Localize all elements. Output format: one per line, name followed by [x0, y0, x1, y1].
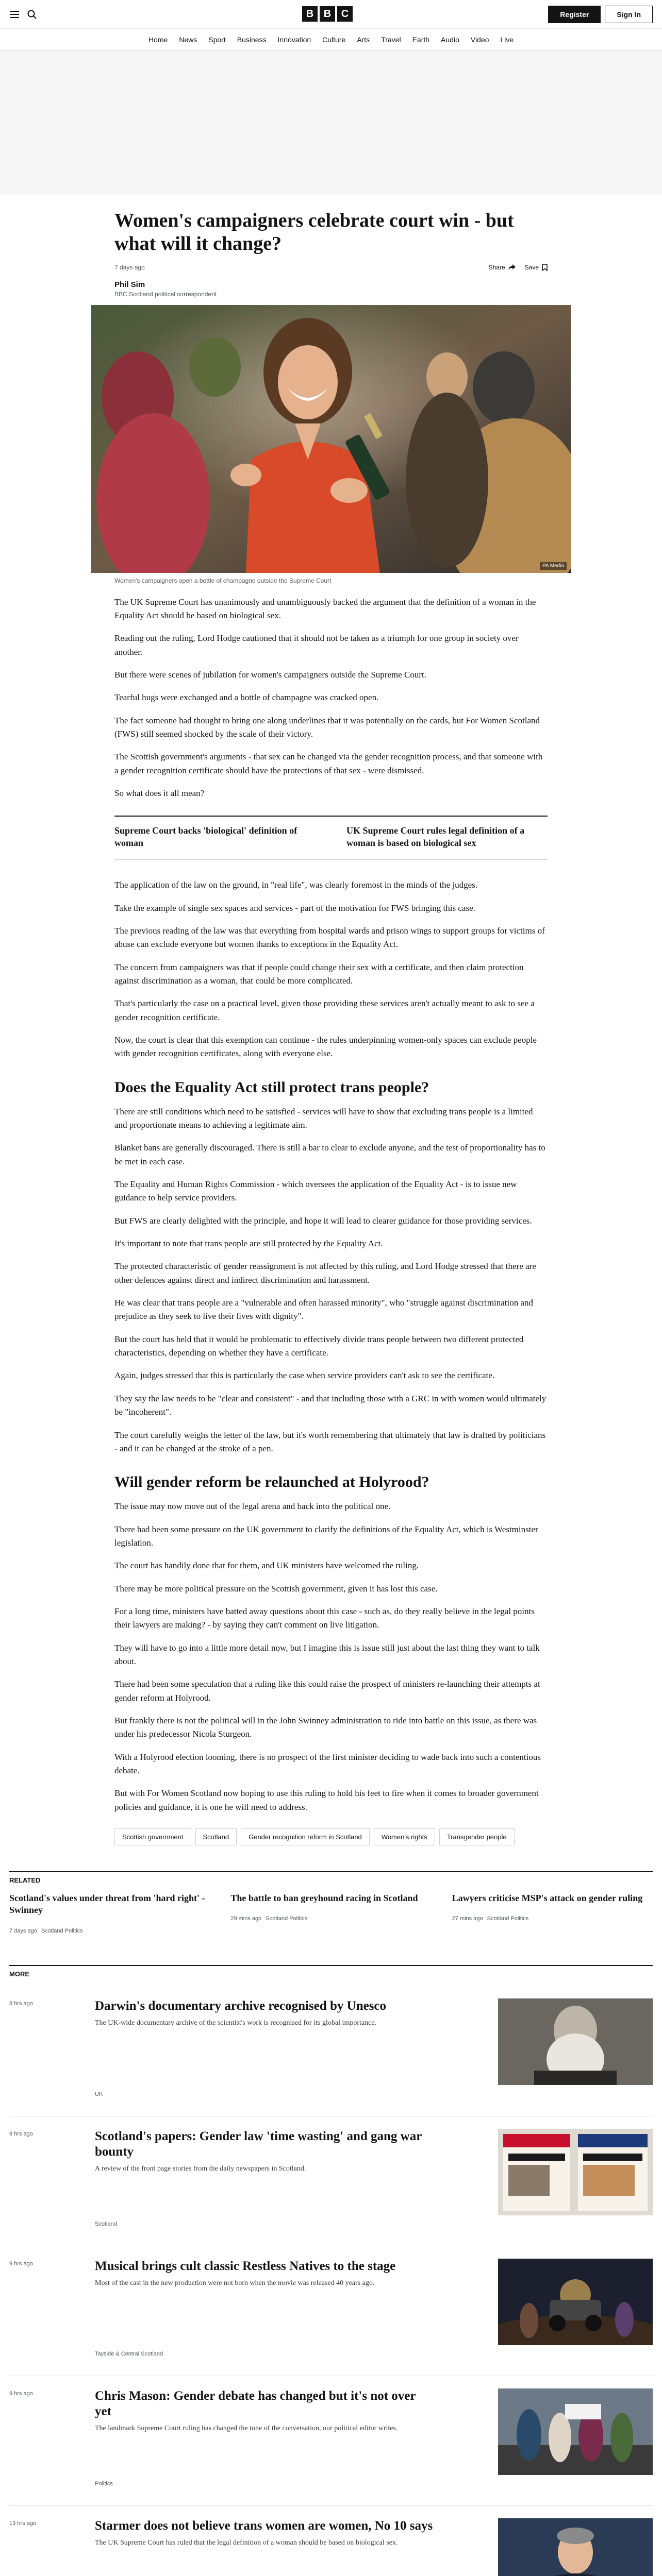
related-card-category: Scotland Politics	[266, 1916, 307, 1922]
story-time: 9 hrs ago	[9, 2260, 33, 2267]
search-icon[interactable]	[27, 9, 37, 20]
share-button[interactable]	[489, 264, 516, 271]
article-paragraph: They say the law needs to be "clear and consistent" - and that including those with a GRC in with women would ultimately be "incoherent".	[114, 1393, 547, 1417]
story-description: A review of the front page stories from the daily newspapers in Scotland.	[95, 2164, 306, 2173]
related-card-category: Scotland Politics	[41, 1927, 83, 1934]
story-image-newspapers	[498, 2129, 653, 2215]
article-paragraph: The protected characteristic of gender reassignment is not affected by this ruling, and Lord Hodge stressed that there are other defences against direct and indirect discrimination and harassment.	[114, 1261, 536, 1285]
article-paragraph: There are still conditions which need to be satisfied - services will have to show that excluding trans people is a limited and proportionate means to achieving a legitimate aim.	[114, 1106, 533, 1130]
logo-letter-c: C	[337, 6, 353, 22]
signin-button[interactable]: Sign In	[605, 6, 653, 23]
article-paragraph: There may be more political pressure on the Scottish government, given it has lost this case.	[114, 1583, 438, 1594]
share-icon	[508, 264, 516, 270]
related-card-time: 27 mins ago	[452, 1916, 483, 1922]
story-description: The UK Supreme Court has ruled that the legal definition of a woman should be based on biological sex.	[95, 2538, 398, 2547]
inline-related-links	[114, 816, 548, 860]
related-card-title: Scotland's values under threat from 'hard right' - Swinney	[9, 1893, 205, 1916]
related-title: RELATED	[9, 1871, 653, 1884]
article-paragraph: For a long time, ministers have batted away questions about this case - such as, do they really believe in the legal points their lawyers are making? - by saying they can't comment on live litigation.	[114, 1606, 535, 1630]
related-card[interactable]	[9, 1892, 210, 1934]
story-title: Chris Mason: Gender debate has changed but it's not over yet	[95, 2388, 416, 2418]
nav-home[interactable]: Home	[148, 35, 168, 44]
story-image-musical	[498, 2259, 653, 2345]
hero-image	[91, 305, 571, 573]
article-timestamp: 7 days ago	[114, 263, 145, 271]
article-paragraph: Now, the court is clear that this exemption can continue - the rules underpinning women-only spaces can exclude people with gender recognition certificates, along with everyone else.	[114, 1035, 537, 1059]
story-category: Scotland	[95, 2221, 117, 2227]
article-headline: Women's campaigners celebrate court win - but what will it change?	[114, 210, 514, 255]
article-paragraph: So what does it all mean?	[114, 788, 205, 799]
story-description: The landmark Supreme Court ruling has changed the tone of the conversation, our political editor writes.	[95, 2424, 398, 2432]
article-paragraph: The issue may now move out of the legal arena and back into the political one.	[114, 1501, 391, 1512]
article-paragraph: There had been some pressure on the UK government to clarify the definitions of the Equality Act, which is Westminster legislation.	[114, 1524, 538, 1548]
nav-earth[interactable]: Earth	[412, 35, 430, 44]
nav-video[interactable]: Video	[470, 35, 489, 44]
more-story-card[interactable]	[9, 2116, 653, 2246]
article-paragraph: The Equality and Human Rights Commission - which oversees the application of the Equality Act - is to issue new guidance to help service providers.	[114, 1179, 517, 1203]
article-paragraph: But there were scenes of jubilation for women's campaigners outside the Supreme Court.	[114, 670, 426, 680]
article-paragraph: Reading out the ruling, Lord Hodge cautioned that it should not be taken as a triumph for one group in society over another.	[114, 633, 519, 657]
article-paragraph: The court has handily done that for them, and UK ministers have welcomed the ruling.	[114, 1561, 419, 1571]
article-paragraph: The fact someone had thought to bring one along underlines that it was potentially on the cards, but For Women Scotland (FWS) still seemed shocked by the scale of their victory.	[114, 715, 540, 739]
related-card-category: Scotland Politics	[487, 1916, 529, 1922]
article-paragraph: The UK Supreme Court has unanimously and unambiguously backed the argument that the definition of a woman in the Equality Act should be based on biological sex.	[114, 597, 536, 620]
article-paragraph: The concern from campaigners was that if people could change their sex with a certificate, and then claim protection against discrimination as a woman, that could be more complicated.	[114, 962, 524, 986]
save-button[interactable]	[525, 264, 548, 271]
article-paragraph: The application of the law on the ground, in "real life", was clearly foremost in the minds of the judges.	[114, 880, 478, 890]
nav-live[interactable]: Live	[500, 35, 514, 44]
header-right	[548, 6, 653, 23]
main-nav	[0, 29, 662, 50]
related-card-meta	[9, 1928, 210, 1934]
related-card-title: Lawyers criticise MSP's attack on gender ruling	[452, 1893, 643, 1904]
related-link-biological-definition[interactable]: Supreme Court backs 'biological' definition of woman	[114, 825, 297, 848]
article-paragraph: Blanket bans are generally discouraged. There is still a bar to clear to exclude anyone, and the test of proportionality has to be met in each case.	[114, 1143, 545, 1166]
author-name: Phil Sim	[114, 280, 145, 289]
article-paragraph: There had been some speculation that a ruling like this could raise the prospect of ministers re-launching their attempts at gender reform at Holyrood.	[114, 1679, 540, 1703]
story-time: 13 hrs ago	[9, 2520, 36, 2527]
related-card[interactable]	[452, 1892, 653, 1934]
story-image-darwin	[498, 1998, 653, 2085]
more-story-card[interactable]	[9, 2246, 653, 2376]
related-card[interactable]	[230, 1892, 431, 1934]
story-time: 9 hrs ago	[9, 2390, 33, 2397]
story-category: UK	[95, 2091, 103, 2097]
register-button[interactable]: Register	[548, 6, 601, 23]
more-title: MORE	[9, 1965, 653, 1978]
more-section	[0, 1965, 662, 2576]
tag-transgender-people[interactable]: Transgender people	[439, 1828, 515, 1845]
story-image-starmer	[498, 2518, 653, 2576]
story-body	[95, 2388, 456, 2487]
nav-culture[interactable]: Culture	[322, 35, 346, 44]
story-time: 8 hrs ago	[9, 2000, 33, 2007]
nav-audio[interactable]: Audio	[441, 35, 459, 44]
article-actions	[489, 264, 548, 271]
bookmark-icon	[542, 264, 548, 271]
advert-placeholder	[0, 50, 662, 195]
article-paragraph: The Scottish government's arguments - that sex can be changed via the gender recognition process, and that someone with a gender recognition certificate should have the protections of that sex - were dismissed.	[114, 752, 543, 775]
subheading: Will gender reform be relaunched at Holyrood?	[114, 1473, 429, 1491]
related-card-title: The battle to ban greyhound racing in Scotland	[230, 1893, 418, 1904]
champagne-celebration-image	[91, 305, 571, 573]
article	[114, 195, 564, 1845]
related-card-meta	[230, 1916, 431, 1922]
related-card-time: 29 mins ago	[230, 1916, 262, 1922]
article-paragraph: Again, judges stressed that this is particularly the case when service providers can't ask to see the certificate.	[114, 1370, 495, 1381]
article-paragraph: But FWS are clearly delighted with the principle, and hope it will lead to clearer guidance for those providing services.	[114, 1215, 532, 1226]
topic-tags	[114, 1828, 548, 1845]
story-time: 9 hrs ago	[9, 2130, 33, 2137]
article-paragraph: But the court has held that it would be problematic to effectively divide trans people between two different protected characteristics, depending on whether they have a certificate.	[114, 1334, 524, 1358]
nav-sport[interactable]: Sport	[208, 35, 226, 44]
save-label: Save	[524, 263, 539, 271]
related-card-time: 7 days ago	[9, 1927, 37, 1934]
site-header	[0, 0, 662, 29]
related-list	[9, 1892, 653, 1934]
menu-icon[interactable]	[9, 9, 20, 20]
nav-arts[interactable]: Arts	[357, 35, 370, 44]
story-title: Scotland's papers: Gender law 'time wasting' and gang war bounty	[95, 2129, 422, 2159]
article-paragraph: With a Holyrood election looming, there is no prospect of the first minister deciding to wade back into such a contentious debate.	[114, 1752, 541, 1775]
story-description: The UK-wide documentary archive of the scientist's work is recognised for its global importance.	[95, 2019, 377, 2027]
subheading: Does the Equality Act still protect trans people?	[114, 1078, 429, 1096]
tag-scotland[interactable]: Scotland	[195, 1828, 237, 1845]
more-story-card[interactable]	[9, 1986, 653, 2116]
article-paragraph: The court carefully weighs the letter of the law, but it's worth remembering that ultimately that law is drafted by politicians - and it can be changed at the stroke of a pen.	[114, 1430, 546, 1453]
article-paragraph: They will have to go into a little more detail now, but I imagine this is issue still just about the last thing they want to talk about.	[114, 1642, 540, 1666]
nav-innovation[interactable]: Innovation	[277, 35, 311, 44]
story-title: Darwin's documentary archive recognised by Unesco	[95, 1998, 387, 2013]
article-paragraph: But frankly there is not the political will in the John Swinney administration to ride into battle on this issue, as there was under his predecessor Nicola Sturgeon.	[114, 1715, 537, 1739]
story-body	[95, 2129, 456, 2227]
article-paragraph: It's important to note that trans people are still protected by the Equality Act.	[114, 1239, 383, 1249]
article-paragraph: That's particularly the case on a practical level, given those providing these services aren't actually meant to ask to see a gender recognition certificate.	[114, 998, 535, 1022]
story-body	[95, 1998, 456, 2097]
share-label: Share	[488, 263, 505, 271]
related-section	[0, 1871, 662, 1934]
more-story-card[interactable]	[9, 2376, 653, 2505]
story-body	[95, 2518, 456, 2576]
byline	[114, 280, 548, 298]
article-paragraph: He was clear that trans people are a "vulnerable and often harassed minority", who "struggle against discrimination and prejudice as they seek to live their lives with dignity".	[114, 1298, 533, 1321]
story-title: Starmer does not believe trans women are women, No 10 says	[95, 2518, 433, 2533]
article-paragraph: Take the example of single sex spaces and services - part of the motivation for FWS bringing this case.	[114, 903, 475, 913]
related-link-supreme-court-rules[interactable]: UK Supreme Court rules legal definition of a woman is based on biological sex	[346, 825, 525, 848]
bbc-logo[interactable]	[302, 6, 353, 22]
nav-business[interactable]: Business	[237, 35, 267, 44]
nav-news[interactable]: News	[179, 35, 197, 44]
author-role: BBC Scotland political correspondent	[114, 290, 217, 298]
more-story-card[interactable]	[9, 2505, 653, 2576]
story-body	[95, 2259, 456, 2357]
nav-travel[interactable]: Travel	[381, 35, 401, 44]
logo-letter-b2: B	[320, 6, 335, 22]
story-category: Tayside & Central Scotland	[95, 2350, 163, 2357]
story-image-protest	[498, 2388, 653, 2475]
tag-gender-recognition-reform[interactable]: Gender recognition reform in Scotland	[241, 1828, 370, 1845]
logo-letter-b1: B	[302, 6, 318, 22]
image-caption: Women's campaigners open a bottle of champagne outside the Supreme Court	[114, 577, 332, 584]
tag-scottish-government[interactable]: Scottish government	[114, 1828, 191, 1845]
article-paragraph: The previous reading of the law was that everything from hospital wards and prison wings to support groups for victims of abuse can exclude everyone but women thanks to exceptions in the Equality Act.	[114, 925, 545, 950]
article-paragraph: Tearful hugs were exchanged and a bottle of champagne was cracked open.	[114, 692, 379, 703]
image-credit: PA Media	[540, 562, 567, 570]
story-category: Politics	[95, 2480, 113, 2487]
tag-womens-rights[interactable]: Women's rights	[374, 1828, 435, 1845]
related-card-meta	[452, 1916, 653, 1922]
story-description: Most of the cast in the new production were not born when the movie was released 40 years ago.	[95, 2279, 375, 2287]
story-title: Musical brings cult classic Restless Natives to the stage	[95, 2259, 396, 2273]
header-left	[9, 9, 37, 20]
article-meta	[114, 264, 548, 271]
article-paragraph: But with For Women Scotland now hoping to use this ruling to hold his feet to fire when it comes to broader government policies and guidance, it is one he will need to address.	[114, 1788, 539, 1812]
